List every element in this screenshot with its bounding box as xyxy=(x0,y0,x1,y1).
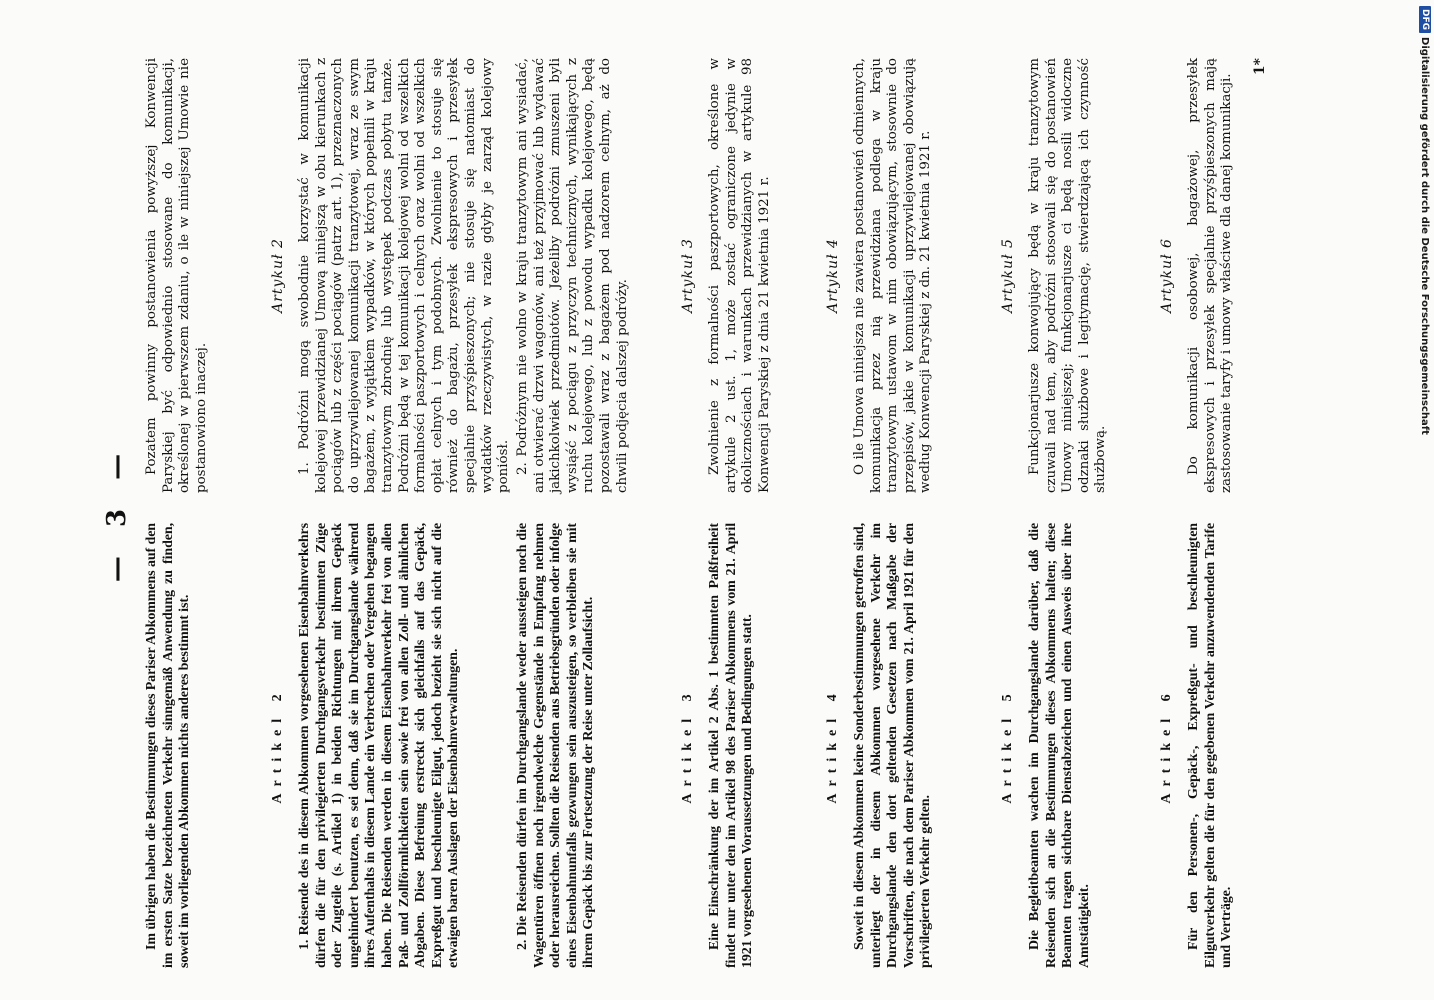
german-article-6-heading: Artikel 6 xyxy=(1159,687,1174,804)
german-article-5-paragraph: Die Begleitbeamten wachen im Durchgangslande darüber, daß die Reisenden sich an die Bestimmungen dieses Abkommens halten; diese Beamten tragen sichtbare Dienstabzeichen und einen Ausweis über ihre Amtstätigkeit. xyxy=(1027,523,1092,968)
german-article-4-heading: Artikel 4 xyxy=(825,687,840,804)
digitization-credit xyxy=(1418,6,1432,996)
polish-article-3-heading: Artykuł 3 xyxy=(680,238,696,313)
german-article-5-heading: Artikel 5 xyxy=(1000,687,1015,804)
polish-article-5-heading: Artykuł 5 xyxy=(1000,238,1016,313)
polish-article-4-paragraph: O ile Umowa niniejsza nie zawiera postanowień odmiennych, komunikacja przez nią przewidziana podlega w kraju tranzytowym ustawom w nim obowiązującym, stosownie do przepisów, jakie w komunikacji uprzywilejowanej obowiązują według Konwencji Paryskiej z dn. 21 kwietnia 1921 r. xyxy=(852,58,934,493)
digitization-sidebar xyxy=(1418,6,1434,996)
polish-article-2-heading: Artykuł 2 xyxy=(270,238,286,313)
signature-footnote-mark: 1* xyxy=(1252,58,1268,76)
polish-column xyxy=(92,58,1332,493)
digitization-credit-text: Digitalisierung gefördert durch die Deutsche Forschungsgemeinschaft xyxy=(1419,37,1431,435)
polish-article-2-paragraph-1: 1. Podróżni mogą swobodnie korzystać w komunikacji kolejowej przewidzianej Umową niniejszą w obu kierunkach z pociągów lub z części pociągów (patrz art. 1), przeznaczonych do uprzywilejowanej komunikacji tranzytowej, wraz ze swym bagażem, z wyjątkiem wypadków, w których popełnili w kraju tranzytowym zbrodnię lub występek podczas pobytu tamże. Podróżni będą w tej komunikacji kolejowej wolni od wszelkich formalności paszportowych i celnych oraz wolni od wszelkich opłat celnych i tym podobnych. Zwolnienie to stosuje się również do bagażu, przesyłek ekspresowych i przesyłek specjalnie przyśpieszonych; nie stosuje się natomiast do wydatków rzeczywistych, w razie gdyby je zarząd kolejowy poniósł. xyxy=(297,58,512,493)
rotated-page-canvas xyxy=(92,58,1332,968)
polish-article-6-paragraph: Do komunikacji osobowej, bagażowej, przesyłek ekspresowych i przesyłek specjalnie przyśpieszonych mają zastosowanie taryfy i umowy właściwe dla danej komunikacji. xyxy=(1186,58,1235,493)
german-article-6-paragraph: Für den Personen-, Gepäck-, Expreßgut- und beschleunigten Eilgutverkehr gelten die für den gegebenen Verkehr anzuwendenden Tarife und Verträge. xyxy=(1186,523,1235,968)
polish-intro-paragraph: Pozatem powinny postanowienia powyższej Konwencji Paryskiej być odpowiednio stosowane do komunikacji, określonej w pierwszem zdaniu, o ile w niniejszej Umowie nie postanowiono inaczej. xyxy=(144,58,209,493)
page-number-header: — 3 — xyxy=(102,443,132,583)
polish-article-4-heading: Artykuł 4 xyxy=(825,238,841,313)
dfg-logo: DFG xyxy=(1419,6,1431,33)
polish-article-3-paragraph: Zwolnienie z formalności paszportowych, określone w artykule 2 ust. 1, może zostać ograniczone jedynie w okolicznościach i warunkach przewidzianych w artykule 98 Konwencji Paryskiej z dnia 21 kwietnia 1921 r. xyxy=(707,58,772,493)
polish-article-5-paragraph: Funkcjonarjusze konwojujący będą w kraju tranzytowym czuwali nad tem, aby podróżni stosowali się do postanowień Umowy niniejszej; funkcjonarjusze ci będą nosili widoczne odznaki służbowe i legitymację, stwierdzającą ich czynność służbową. xyxy=(1027,58,1109,493)
german-article-2-paragraph-2: 2. Die Reisenden dürfen im Durchgangslande weder aussteigen noch die Wagentüren öffnen noch irgendwelche Gegenstände in Empfang nehmen oder herausreichen. Sollten die Reisenden aus Betriebsgründen oder infolge eines Eisenbahnunfalls gezwungen sein auszusteigen, so verbleiben sie mit ihrem Gepäck bis zur Fortsetzung der Reise unter Zollaufsicht. xyxy=(515,523,597,968)
german-article-2-heading: Artikel 2 xyxy=(270,687,285,804)
german-article-3-heading: Artikel 3 xyxy=(680,687,695,804)
german-intro-paragraph: Im übrigen haben die Bestimmungen dieses Pariser Abkommens auf den im ersten Satze bezeichneten Verkehr sinngemäß Anwendung zu finden, soweit im vorliegenden Abkommen nichts anderes bestimmt ist. xyxy=(144,523,193,968)
german-article-2-paragraph-1: 1. Reisende des in diesem Abkommen vorgesehenen Eisenbahnverkehrs dürfen die für den privilegierten Durchgangsverkehr bestimmten Züge oder Zugteile (s. Artikel 1) in beiden Richtungen mit ihrem Gepäck ungehindert benutzen, es sei denn, daß sie im Durchgangslande während ihres Aufenthalts in diesem Lande ein Verbrechen oder Vergehen begangen haben. Die Reisenden werden in diesem Eisenbahnverkehr frei von allen Paß- und Zollförmlichkeiten sein sowie frei von allen Zoll- und ähnlichen Abgaben. Diese Befreiung erstreckt sich gleichfalls auf das Gepäck, Expreßgut und beschleunigte Eilgut, jedoch bezieht sie sich nicht auf die etwaigen baren Auslagen der Eisenbahnverwaltungen. xyxy=(297,523,462,968)
german-article-4-paragraph: Soweit in diesem Abkommen keine Sonderbestimmungen getroffen sind, unterliegt der in diesem Abkommen vorgesehene Verkehr im Durchgangslande den dort geltenden Gesetzen nach Maßgabe der Vorschriften, die nach dem Pariser Abkommen vom 21. April 1921 für den privilegierten Verkehr gelten. xyxy=(852,523,934,968)
polish-article-2-paragraph-2: 2. Podróżnym nie wolno w kraju tranzytowym ani wysiadać, ani otwierać drzwi wagonów, ani też przyjmować lub wydawać jakichkolwiek przedmiotów. Jeżeliby podróżni zmuszeni byli wysiąść z pociągu z przyczyn technicznych, wynikających z ruchu kolejowego, lub z powodu wypadku kolejowego, będą pozostawali wraz z bagażem pod nadzorem celnym, aż do chwili podjęcia dalszej podróży. xyxy=(515,58,630,493)
polish-article-6-heading: Artykuł 6 xyxy=(1159,238,1175,313)
german-article-3-paragraph: Eine Einschränkung der im Artikel 2 Abs. 1 bestimmten Paßfreiheit findet nur unter den im Artikel 98 des Pariser Abkommens vom 21. April 1921 vorgesehenen Voraussetzungen und Bedingungen statt. xyxy=(707,523,756,968)
german-column xyxy=(92,523,1332,968)
